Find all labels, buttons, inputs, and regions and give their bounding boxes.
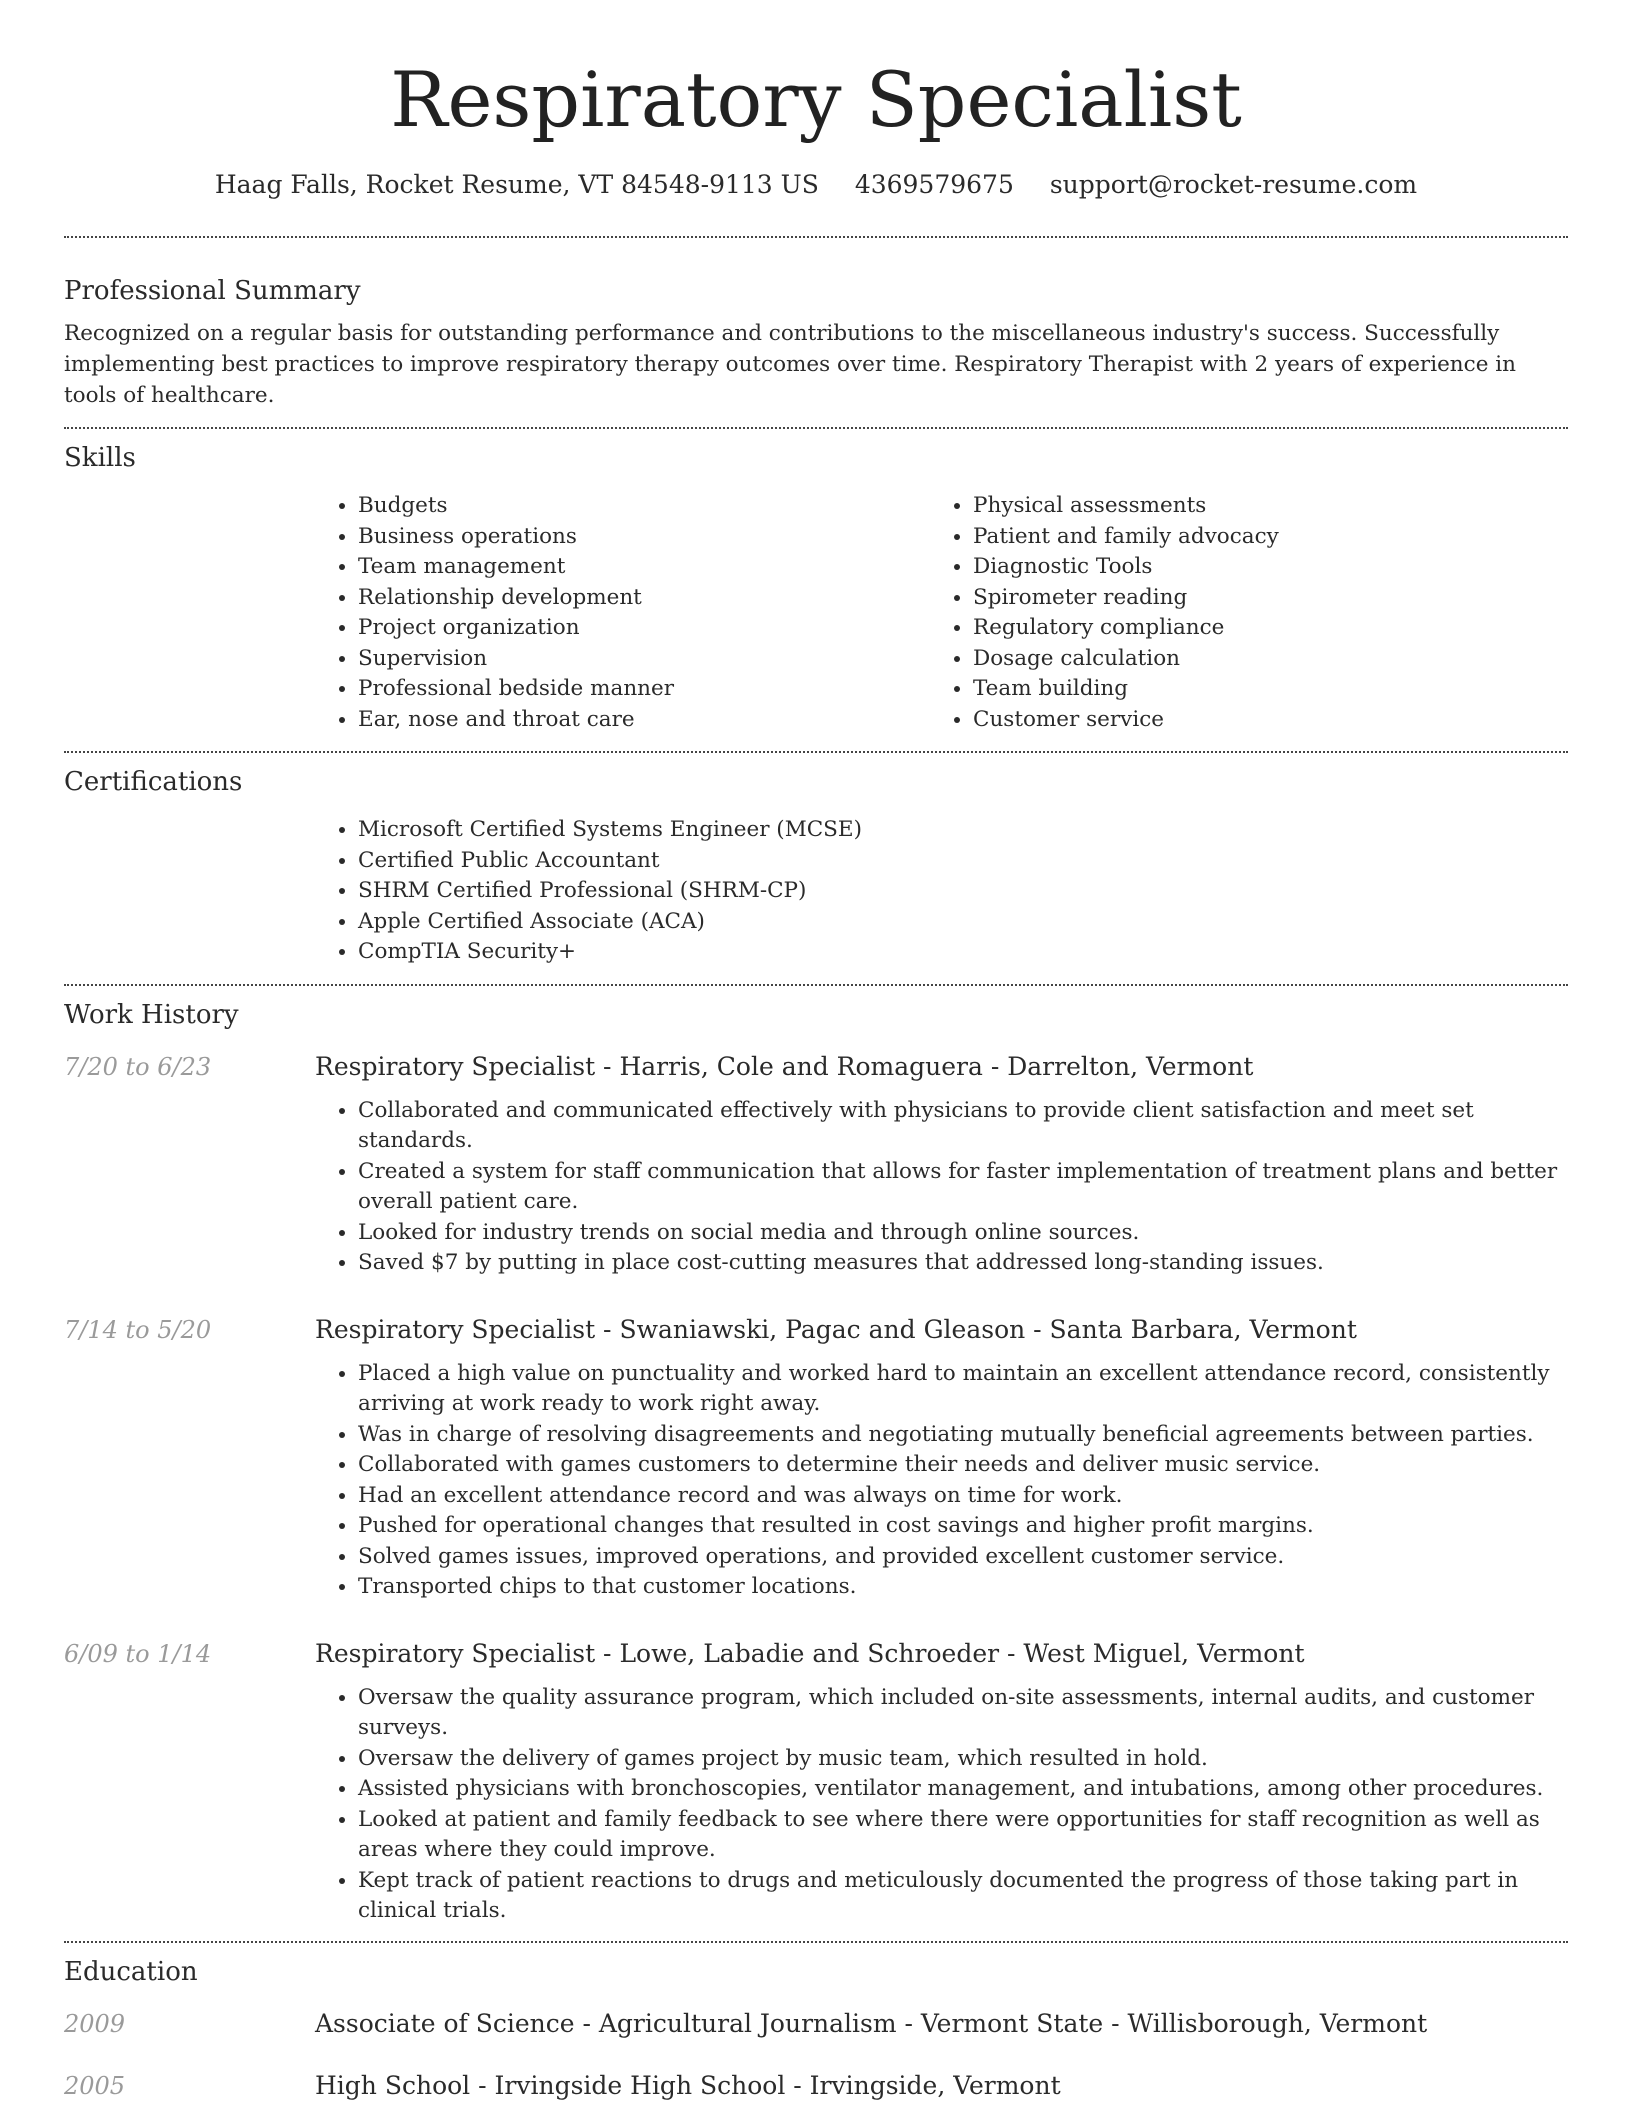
education-heading: Associate of Science - Agricultural Journalism - Vermont State - Willisborough, Vermont xyxy=(315,2008,1428,2038)
job-bullet: • Kept track of patient reactions to drugs and meticulously documented the progress of those taking part in clinical trials. xyxy=(358,1866,1568,1927)
skill-item: • Customer service xyxy=(973,705,1545,736)
job-heading: Respiratory Specialist - Harris, Cole and Romaguera - Darrelton, Vermont xyxy=(315,1051,1254,1081)
certification-item: • Microsoft Certified Systems Engineer (MCSE) xyxy=(358,815,1568,846)
job-body xyxy=(315,1313,1568,1603)
job-bullet: • Created a system for staff communication that allows for faster implementation of treatment plans and better overall patient care. xyxy=(358,1157,1568,1218)
skills-list-left xyxy=(315,491,930,735)
skill-item: • Spirometer reading xyxy=(973,583,1545,614)
work-history-list xyxy=(64,1032,1568,1941)
education-entry xyxy=(64,2069,1568,2103)
job-body xyxy=(315,1050,1568,1279)
section-title-skills: Skills xyxy=(64,443,136,473)
education-section xyxy=(64,1943,1568,2103)
skill-item: • Diagnostic Tools xyxy=(973,552,1545,583)
job-bullet: • Saved $7 by putting in place cost-cutting measures that addressed long-standing issues. xyxy=(358,1248,1568,1279)
section-title-education: Education xyxy=(64,1956,198,1987)
skill-item: • Supervision xyxy=(358,644,930,675)
skill-item: • Dosage calculation xyxy=(973,644,1545,675)
skill-item: • Team management xyxy=(358,552,930,583)
job-entry xyxy=(64,1313,1568,1603)
contact-phone: 4369579675 xyxy=(854,170,1014,199)
skill-item: • Physical assessments xyxy=(973,491,1545,522)
job-dates: 6/09 to 1/14 xyxy=(64,1639,212,1668)
job-bullet: • Collaborated and communicated effectively with physicians to provide client satisfaction and meet set standards. xyxy=(358,1096,1568,1157)
education-list xyxy=(64,1989,1568,2103)
job-bullets xyxy=(315,1096,1568,1279)
candidate-name: Respiratory Specialist xyxy=(390,55,1242,144)
skill-item: • Ear, nose and throat care xyxy=(358,705,930,736)
summary-text: Recognized on a regular basis for outstanding performance and contributions to the miscellaneous industry's success. Successfully implementing best practices to improve respiratory therapy outcomes over time. Respiratory Therapist with 2 years of experience in tools of healthcare. xyxy=(64,321,1516,408)
job-bullet: • Oversaw the delivery of games project by music team, which resulted in hold. xyxy=(358,1744,1568,1775)
section-title-summary: Professional Summary xyxy=(64,276,361,306)
skill-item: • Regulatory compliance xyxy=(973,613,1545,644)
certifications-section xyxy=(64,753,1568,984)
skills-section xyxy=(64,429,1568,751)
job-bullet: • Solved games issues, improved operations, and provided excellent customer service. xyxy=(358,1542,1568,1573)
job-bullet: • Transported chips to that customer locations. xyxy=(358,1572,1568,1603)
job-bullet: • Had an excellent attendance record and was always on time for work. xyxy=(358,1481,1568,1512)
skill-item: • Relationship development xyxy=(358,583,930,614)
contact-email: support@rocket-resume.com xyxy=(1049,170,1418,199)
skills-grid xyxy=(315,475,1568,751)
skill-item: • Project organization xyxy=(358,613,930,644)
job-heading: Respiratory Specialist - Swaniawski, Pagac and Gleason - Santa Barbara, Vermont xyxy=(315,1314,1357,1344)
contact-address: Haag Falls, Rocket Resume, VT 84548-9113 US xyxy=(214,170,819,199)
job-bullet: • Placed a high value on punctuality and worked hard to maintain an excellent attendance record, consistently arriving at work ready to work right away. xyxy=(358,1359,1568,1420)
certification-item: • Certified Public Accountant xyxy=(358,846,1568,877)
contact-line xyxy=(64,168,1568,202)
work-history-section xyxy=(64,986,1568,1941)
certification-item: • SHRM Certified Professional (SHRM-CP) xyxy=(358,876,1568,907)
job-bullet: • Looked for industry trends on social media and through online sources. xyxy=(358,1218,1568,1249)
section-title-certifications: Certifications xyxy=(64,767,243,797)
skill-item: • Professional bedside manner xyxy=(358,674,930,705)
skills-list-right xyxy=(930,491,1545,735)
job-bullet: • Was in charge of resolving disagreements and negotiating mutually beneficial agreements between parties. xyxy=(358,1420,1568,1451)
certification-item: • CompTIA Security+ xyxy=(358,937,1568,968)
skill-item: • Patient and family advocacy xyxy=(973,522,1545,553)
skill-item: • Business operations xyxy=(358,522,930,553)
education-year: 2009 xyxy=(64,2009,126,2038)
job-entry xyxy=(64,1050,1568,1279)
summary-section xyxy=(64,238,1568,427)
job-bullet: • Oversaw the quality assurance program, which included on-site assessments, internal audits, and customer surveys. xyxy=(358,1683,1568,1744)
job-bullet: • Assisted physicians with bronchoscopies, ventilator management, and intubations, among other procedures. xyxy=(358,1774,1568,1805)
education-heading: High School - Irvingside High School - Irvingside, Vermont xyxy=(315,2070,1061,2100)
certifications-list xyxy=(315,815,1568,968)
job-dates: 7/14 to 5/20 xyxy=(64,1315,212,1344)
certifications-list-wrap xyxy=(315,799,1568,984)
skills-column-right xyxy=(930,491,1545,735)
job-heading: Respiratory Specialist - Lowe, Labadie and Schroeder - West Miguel, Vermont xyxy=(315,1638,1305,1668)
skill-item: • Team building xyxy=(973,674,1545,705)
job-bullets xyxy=(315,1683,1568,1927)
skills-column-left xyxy=(315,491,930,735)
job-entry xyxy=(64,1637,1568,1927)
section-title-work-history: Work History xyxy=(64,999,239,1030)
education-year: 2005 xyxy=(64,2071,126,2100)
job-bullet: • Collaborated with games customers to determine their needs and deliver music service. xyxy=(358,1450,1568,1481)
certification-item: • Apple Certified Associate (ACA) xyxy=(358,907,1568,938)
skill-item: • Budgets xyxy=(358,491,930,522)
job-bullets xyxy=(315,1359,1568,1603)
job-body xyxy=(315,1637,1568,1927)
job-bullet: • Pushed for operational changes that resulted in cost savings and higher profit margins. xyxy=(358,1511,1568,1542)
job-bullet: • Looked at patient and family feedback to see where there were opportunities for staff recognition as well as areas where they could improve. xyxy=(358,1805,1568,1866)
job-dates: 7/20 to 6/23 xyxy=(64,1052,212,1081)
education-entry xyxy=(64,2007,1568,2041)
